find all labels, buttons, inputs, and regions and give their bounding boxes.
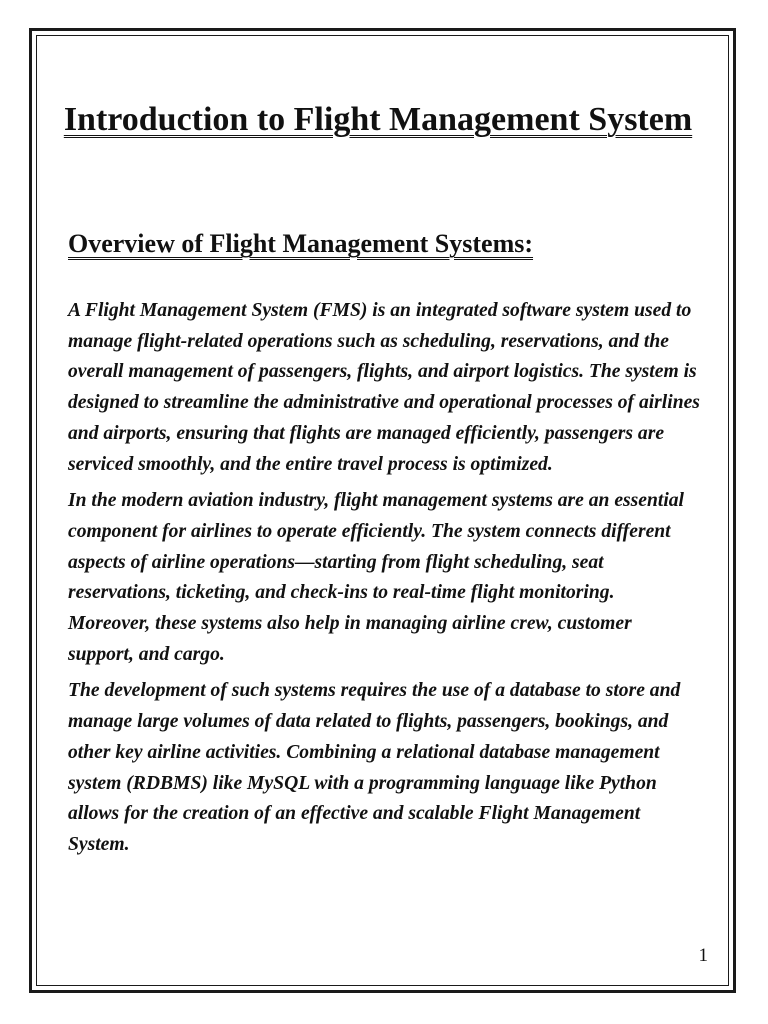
page-number: 1 (698, 945, 708, 966)
page-title: Introduction to Flight Management System (63, 101, 693, 138)
paragraph-fms-definition: A Flight Management System (FMS) is an integrated software system used to manage flight-related operations such as scheduling, reservations, and the overall management of passengers, flights, and airport logistics. The system is designed to streamline the administrative and operational processes of airlines and airports, ensuring that flights are managed efficiently, passengers are serviced smoothly, and the entire travel process is optimized. (68, 300, 700, 475)
paragraph-system-development: The development of such systems requires the use of a database to store and manage large volumes of data related to flights, passengers, bookings, and other key airline activities. Combining a relational database management system (RDBMS) like MySQL with a programming language like Python allows for the creation of an effective and scalable Flight Management System. (68, 680, 681, 855)
body-text (68, 296, 700, 867)
section-heading: Overview of Flight Management Systems: (68, 229, 534, 258)
paragraph-modern-aviation: In the modern aviation industry, flight management systems are an essential component for airlines to operate efficiently. The system connects different aspects of airline operations—starting from flight scheduling, seat reservations, ticketing, and check-ins to real-time flight monitoring. Moreover, these systems also help in managing airline crew, customer support, and cargo. (68, 490, 684, 665)
